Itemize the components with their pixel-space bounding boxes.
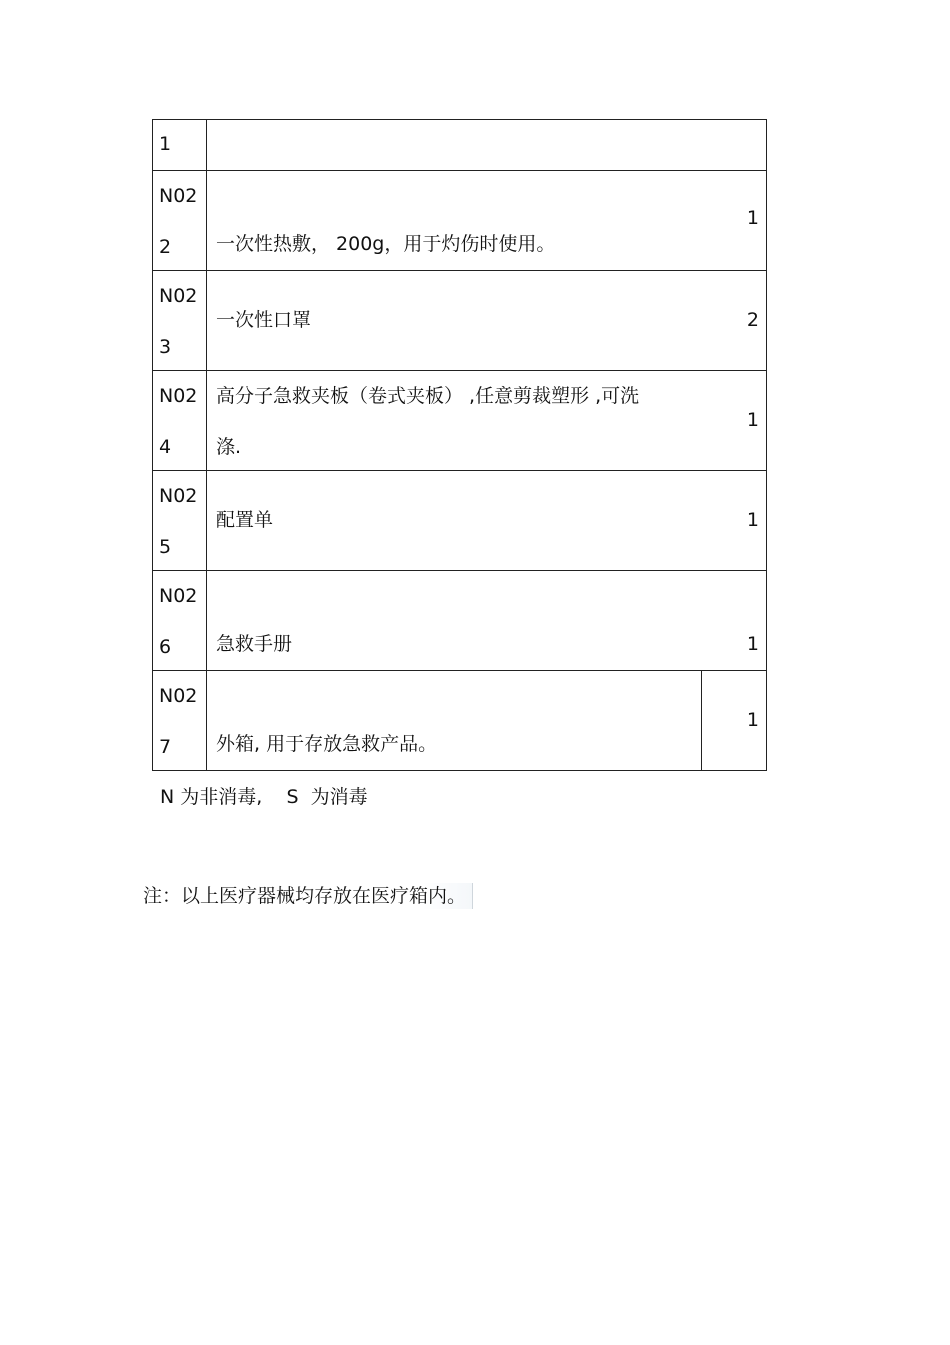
note-text: 注：以上医疗器械均存放在医疗箱内。 bbox=[143, 883, 473, 909]
legend-text: N 为非消毒, S 为消毒 bbox=[160, 786, 368, 808]
table-row bbox=[153, 571, 767, 671]
item-code: 1 bbox=[153, 120, 207, 170]
item-code: N02 5 bbox=[153, 471, 207, 570]
item-code: N02 2 bbox=[153, 171, 207, 270]
item-quantity: 1 bbox=[746, 409, 759, 431]
item-code: N02 7 bbox=[153, 671, 207, 770]
item-quantity: 1 bbox=[746, 633, 759, 655]
table-row bbox=[153, 671, 767, 771]
table-row bbox=[153, 271, 767, 371]
table-row bbox=[153, 171, 767, 271]
item-quantity: 1 bbox=[746, 207, 759, 229]
table-row bbox=[153, 120, 767, 171]
item-code: N02 6 bbox=[153, 571, 207, 670]
item-description: 一次性口罩 bbox=[216, 309, 312, 331]
item-description: 外箱, 用于存放急救产品。 bbox=[216, 733, 438, 755]
table-row bbox=[153, 371, 767, 471]
item-description: 配置单 bbox=[216, 509, 274, 531]
equipment-table bbox=[152, 119, 767, 771]
table-row bbox=[153, 471, 767, 571]
item-code: N02 4 bbox=[153, 371, 207, 470]
item-description: 高分子急救夹板（卷式夹板） ,任意剪裁塑形 ,可洗 涤. bbox=[216, 385, 640, 458]
item-description: 一次性热敷， 200g，用于灼伤时使用。 bbox=[216, 233, 556, 255]
item-quantity: 1 bbox=[746, 509, 759, 531]
item-code: N02 3 bbox=[153, 271, 207, 370]
item-quantity: 1 bbox=[746, 709, 759, 731]
item-description: 急救手册 bbox=[216, 633, 293, 655]
item-quantity: 2 bbox=[746, 309, 759, 331]
